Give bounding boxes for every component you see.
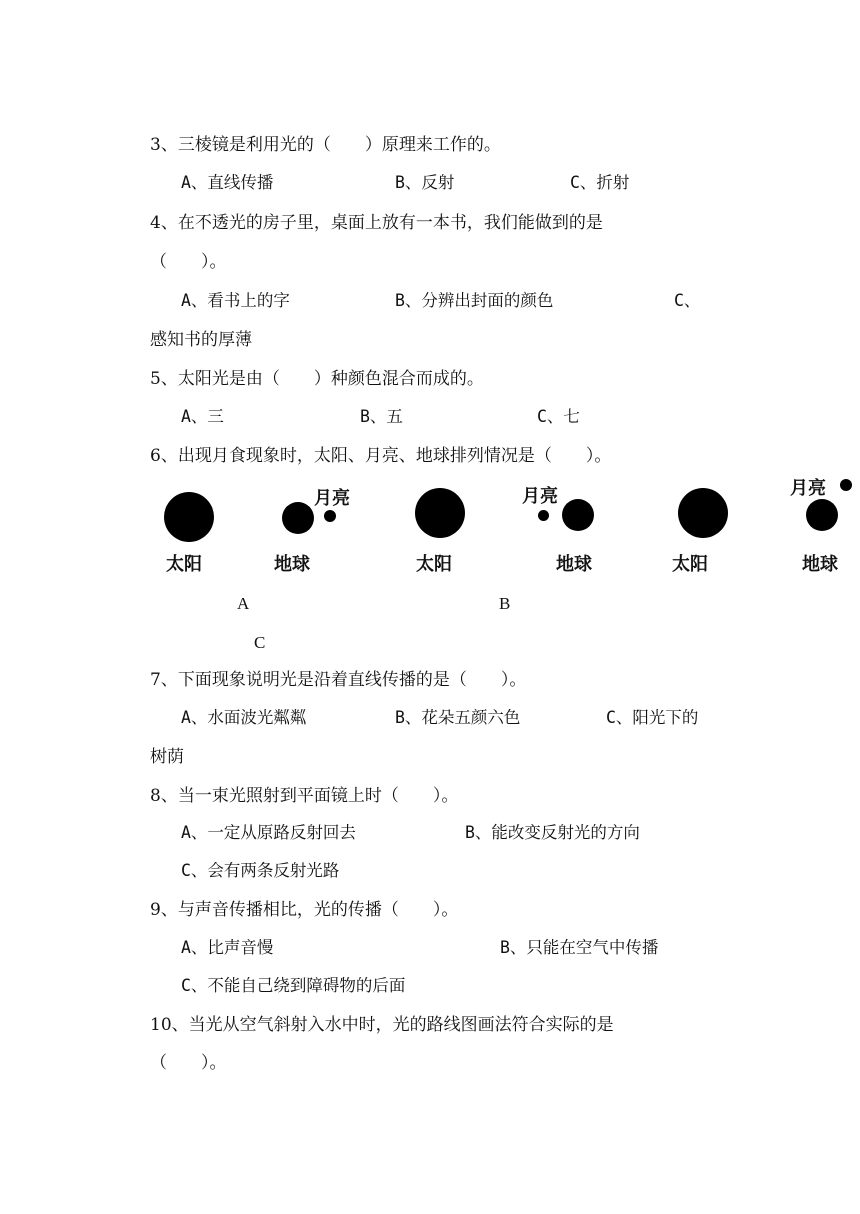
question-7-stem: 7、下面现象说明光是沿着直线传播的是（ ）。 — [150, 670, 527, 690]
question-7-option-b: B、花朵五颜六色 — [395, 708, 521, 727]
question-9-stem: 9、与声音传播相比，光的传播（ ）。 — [150, 900, 459, 920]
eclipse-diagram-b — [406, 478, 630, 578]
sun-disc — [415, 488, 465, 538]
moon-disc — [840, 479, 852, 491]
figure-option-c-label: C — [254, 633, 266, 652]
question-8-option-b: B、能改变反射光的方向 — [465, 823, 640, 842]
question-3-option-a: A、直线传播 — [181, 173, 274, 192]
earth-disc — [562, 499, 594, 531]
earth-disc — [806, 499, 838, 531]
question-3-stem: 3、三棱镜是利用光的（ ）原理来工作的。 — [150, 135, 501, 155]
question-4-stem: 4、在不透光的房子里，桌面上放有一本书，我们能做到的是 — [150, 213, 603, 233]
question-4-option-c-continued: 感知书的厚薄 — [150, 330, 252, 350]
sun-disc — [678, 488, 728, 538]
question-9-option-c: C、不能自己绕到障碍物的后面 — [181, 976, 406, 995]
question-7-option-c: C、阳光下的 — [606, 708, 699, 727]
question-9-option-b: B、只能在空气中传播 — [500, 938, 659, 957]
question-4-option-a: A、看书上的字 — [181, 291, 290, 310]
question-10-stem-continued: （ ）。 — [150, 1053, 227, 1073]
eclipse-diagram-c — [660, 478, 856, 578]
sun-label: 太阳 — [416, 554, 452, 575]
figure-option-b-label: B — [499, 594, 511, 613]
question-4-stem-continued: （ ）。 — [150, 252, 227, 272]
question-3-option-b: B、反射 — [395, 173, 455, 192]
moon-disc — [538, 510, 549, 521]
moon-disc — [324, 510, 336, 522]
question-7-option-c-continued: 树荫 — [150, 747, 184, 767]
question-5-stem: 5、太阳光是由（ ）种颜色混合而成的。 — [150, 369, 484, 389]
question-4-option-c: C、 — [674, 291, 701, 310]
sun-disc — [164, 492, 214, 542]
question-7-option-a: A、水面波光粼粼 — [181, 708, 307, 727]
question-5-option-a: A、三 — [181, 407, 224, 426]
earth-label: 地球 — [802, 554, 838, 575]
earth-disc — [282, 502, 314, 534]
sun-label: 太阳 — [672, 554, 708, 575]
figure-option-a-label: A — [237, 594, 250, 613]
sun-label: 太阳 — [166, 554, 202, 575]
question-8-option-c: C、会有两条反射光路 — [181, 861, 340, 880]
earth-label: 地球 — [556, 554, 592, 575]
question-9-option-a: A、比声音慢 — [181, 938, 274, 957]
question-8-option-a: A、一定从原路反射回去 — [181, 823, 356, 842]
question-5-option-c: C、七 — [537, 407, 580, 426]
moon-label: 月亮 — [522, 486, 558, 507]
earth-label: 地球 — [274, 554, 310, 575]
question-8-stem: 8、当一束光照射到平面镜上时（ ）。 — [150, 786, 459, 806]
eclipse-diagram-a — [154, 478, 378, 578]
moon-label: 月亮 — [314, 488, 350, 509]
question-6-stem: 6、出现月食现象时，太阳、月亮、地球排列情况是（ ）。 — [150, 446, 612, 466]
question-3-option-c: C、折射 — [570, 173, 630, 192]
moon-label: 月亮 — [790, 478, 826, 499]
question-10-stem: 10、当光从空气斜射入水中时，光的路线图画法符合实际的是 — [150, 1015, 614, 1035]
question-4-option-b: B、分辨出封面的颜色 — [395, 291, 554, 310]
question-5-option-b: B、五 — [360, 407, 403, 426]
